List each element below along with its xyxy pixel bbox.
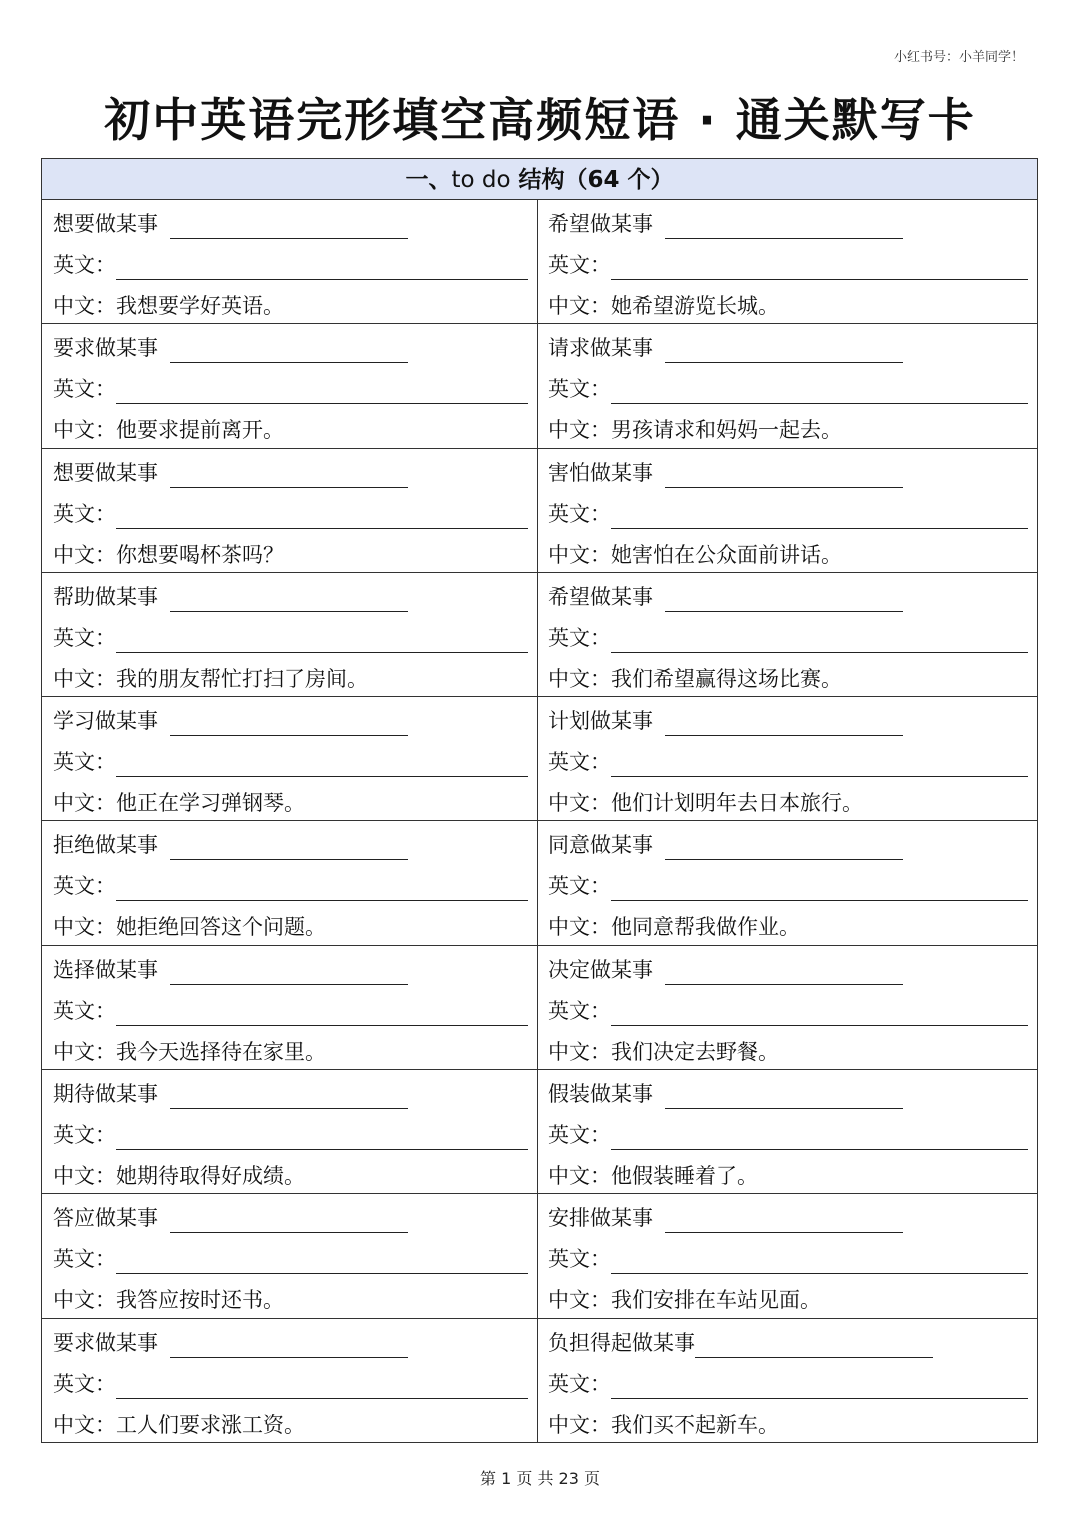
english-blank[interactable] (611, 381, 1028, 404)
phrase-card (537, 697, 1037, 820)
phrase-text: 帮助做某事 (53, 584, 158, 609)
chinese-label: 中文： (548, 294, 611, 318)
phrase-text: 选择做某事 (53, 957, 158, 982)
english-blank[interactable] (611, 506, 1028, 529)
phrase-text: 请求做某事 (548, 336, 653, 361)
chinese-line (53, 1274, 537, 1315)
table-row (42, 1319, 1037, 1443)
chinese-sentence: 她拒绝回答这个问题。 (116, 915, 326, 940)
english-label: 英文： (548, 998, 611, 1023)
chinese-line (53, 901, 537, 942)
phrase-text: 负担得起做某事 (548, 1330, 695, 1355)
phrase-blank[interactable] (170, 962, 408, 985)
english-label: 英文： (548, 501, 611, 526)
chinese-sentence: 我今天选择待在家里。 (116, 1039, 326, 1064)
english-label: 英文： (53, 377, 116, 402)
phrase-card (42, 946, 537, 1069)
chinese-line (53, 404, 537, 445)
phrase-blank[interactable] (170, 837, 408, 860)
phrase-card (537, 1319, 1037, 1443)
chinese-line (53, 280, 537, 321)
chinese-line (548, 777, 1037, 818)
phrase-blank[interactable] (170, 340, 408, 363)
chinese-line (548, 1274, 1037, 1315)
phrase-blank[interactable] (170, 589, 408, 612)
chinese-sentence: 他正在学习弹钢琴。 (116, 791, 305, 816)
phrase-line (548, 955, 1037, 985)
chinese-sentence: 他们计划明年去日本旅行。 (611, 791, 863, 816)
watermark: 小红书号：小羊同学！ (893, 50, 1024, 65)
english-blank[interactable] (116, 1251, 528, 1274)
phrase-line (53, 582, 537, 612)
phrase-text: 决定做某事 (548, 957, 653, 982)
english-blank[interactable] (116, 1003, 528, 1026)
phrase-blank[interactable] (665, 216, 903, 239)
chinese-label: 中文： (53, 418, 116, 443)
chinese-line (548, 1399, 1037, 1440)
english-label: 英文： (53, 1371, 116, 1396)
chinese-label: 中文： (548, 791, 611, 816)
english-label: 英文： (53, 625, 116, 650)
phrase-line (53, 333, 537, 363)
chinese-sentence: 我答应按时还书。 (116, 1288, 284, 1313)
english-label: 英文： (53, 750, 116, 775)
chinese-sentence: 她希望游览长城。 (611, 294, 779, 318)
phrase-line (53, 706, 537, 736)
chinese-line (53, 529, 537, 570)
english-line (548, 736, 1037, 777)
chinese-sentence: 她期待取得好成绩。 (116, 1164, 305, 1189)
english-label: 英文： (548, 253, 611, 277)
phrase-blank[interactable] (170, 465, 408, 488)
phrase-card (537, 1194, 1037, 1317)
phrase-card (42, 821, 537, 944)
table-row (42, 821, 1037, 945)
chinese-sentence: 工人们要求涨工资。 (116, 1412, 305, 1437)
chinese-line (548, 280, 1037, 321)
chinese-label: 中文： (548, 1288, 611, 1313)
chinese-label: 中文： (548, 542, 611, 567)
english-line (53, 860, 537, 901)
phrase-blank[interactable] (665, 340, 903, 363)
phrase-card (537, 449, 1037, 572)
english-line (548, 612, 1037, 653)
phrase-card (537, 821, 1037, 944)
rows-container (42, 200, 1037, 1443)
table-row (42, 1070, 1037, 1194)
chinese-line (548, 653, 1037, 694)
english-blank[interactable] (611, 754, 1028, 777)
phrase-blank[interactable] (695, 1335, 933, 1358)
english-label: 英文： (548, 750, 611, 775)
english-label: 英文： (53, 998, 116, 1023)
page-footer: 第 1 页 共 23 页 (480, 1469, 600, 1488)
phrase-card (537, 946, 1037, 1069)
table-row (42, 697, 1037, 821)
english-line (53, 1233, 537, 1274)
phrase-line (548, 1203, 1037, 1233)
chinese-sentence: 我想要学好英语。 (116, 294, 284, 318)
phrase-line (53, 830, 537, 860)
phrase-text: 要求做某事 (53, 336, 158, 361)
phrase-text: 希望做某事 (548, 212, 653, 236)
english-blank[interactable] (116, 878, 528, 901)
section-header (42, 159, 1037, 200)
chinese-label: 中文： (548, 1164, 611, 1189)
section-prefix: 一、 (405, 167, 452, 193)
english-line (548, 239, 1037, 280)
chinese-sentence: 他同意帮我做作业。 (611, 915, 800, 940)
phrase-blank[interactable] (665, 1086, 903, 1109)
phrase-blank[interactable] (665, 962, 903, 985)
chinese-line (548, 901, 1037, 942)
english-line (548, 488, 1037, 529)
english-blank[interactable] (116, 506, 528, 529)
phrase-text: 计划做某事 (548, 709, 653, 734)
english-blank[interactable] (611, 1127, 1028, 1150)
chinese-label: 中文： (53, 666, 116, 691)
chinese-label: 中文： (548, 915, 611, 940)
chinese-sentence: 我们希望赢得这场比赛。 (611, 666, 842, 691)
chinese-label: 中文： (53, 915, 116, 940)
phrase-line (548, 830, 1037, 860)
phrase-line (53, 1203, 537, 1233)
chinese-sentence: 他假装睡着了。 (611, 1164, 758, 1189)
chinese-sentence: 男孩请求和妈妈一起去。 (611, 418, 842, 443)
phrase-card (42, 1319, 537, 1443)
english-line (548, 1109, 1037, 1150)
phrase-line (53, 955, 537, 985)
chinese-sentence: 你想要喝杯茶吗？ (116, 542, 284, 567)
section-en: to do (451, 167, 511, 193)
english-label: 英文： (53, 1123, 116, 1148)
english-line (548, 985, 1037, 1026)
phrase-card (42, 573, 537, 696)
phrase-text: 希望做某事 (548, 584, 653, 609)
phrase-text: 想要做某事 (53, 460, 158, 485)
english-blank[interactable] (116, 381, 528, 404)
phrase-text: 想要做某事 (53, 212, 158, 236)
phrase-text: 同意做某事 (548, 833, 653, 858)
english-blank[interactable] (116, 754, 528, 777)
chinese-label: 中文： (53, 542, 116, 567)
phrase-card (537, 1070, 1037, 1193)
phrase-blank[interactable] (665, 465, 903, 488)
phrase-blank[interactable] (170, 1210, 408, 1233)
chinese-line (53, 1026, 537, 1067)
english-blank[interactable] (116, 1127, 528, 1150)
phrase-line (548, 706, 1037, 736)
chinese-label: 中文： (53, 1164, 116, 1189)
english-label: 英文： (548, 1247, 611, 1272)
english-blank[interactable] (611, 1003, 1028, 1026)
chinese-label: 中文： (53, 791, 116, 816)
chinese-label: 中文： (53, 294, 116, 318)
chinese-line (548, 529, 1037, 570)
phrase-line (548, 1079, 1037, 1109)
phrase-line (53, 209, 537, 239)
english-line (53, 612, 537, 653)
phrase-card (42, 200, 537, 323)
english-label: 英文： (53, 253, 116, 277)
phrase-text: 拒绝做某事 (53, 833, 158, 858)
phrase-text: 答应做某事 (53, 1206, 158, 1231)
phrase-card (537, 324, 1037, 447)
english-line (548, 860, 1037, 901)
english-line (548, 363, 1037, 404)
table-row (42, 573, 1037, 697)
chinese-sentence: 我们安排在车站见面。 (611, 1288, 821, 1313)
english-line (548, 1358, 1037, 1399)
phrase-card (42, 324, 537, 447)
english-blank[interactable] (611, 257, 1028, 280)
english-blank[interactable] (611, 878, 1028, 901)
page-title: 初中英语完形填空高频短语 · 通关默写卡 (104, 93, 976, 147)
table-row (42, 946, 1037, 1070)
table-row (42, 449, 1037, 573)
english-line (53, 736, 537, 777)
phrase-blank[interactable] (665, 713, 903, 736)
phrase-card (537, 573, 1037, 696)
table-row (42, 200, 1037, 324)
phrase-line (548, 333, 1037, 363)
chinese-sentence: 她害怕在公众面前讲话。 (611, 542, 842, 567)
chinese-line (53, 653, 537, 694)
phrase-line (53, 458, 537, 488)
exercise-table (41, 158, 1038, 1443)
chinese-label: 中文： (548, 1039, 611, 1064)
phrase-card (42, 1194, 537, 1317)
chinese-line (53, 777, 537, 818)
english-blank[interactable] (116, 257, 528, 280)
phrase-blank[interactable] (665, 1210, 903, 1233)
english-label: 英文： (53, 501, 116, 526)
english-label: 英文： (53, 1247, 116, 1272)
english-label: 英文： (548, 1123, 611, 1148)
english-blank[interactable] (611, 630, 1028, 653)
phrase-blank[interactable] (665, 589, 903, 612)
english-line (548, 1233, 1037, 1274)
phrase-blank[interactable] (170, 216, 408, 239)
chinese-label: 中文： (53, 1039, 116, 1064)
phrase-line (53, 1328, 537, 1358)
phrase-card (42, 449, 537, 572)
phrase-text: 假装做某事 (548, 1082, 653, 1107)
english-line (53, 488, 537, 529)
chinese-sentence: 我们决定去野餐。 (611, 1039, 779, 1064)
phrase-card (42, 1070, 537, 1193)
phrase-line (548, 458, 1037, 488)
english-blank[interactable] (116, 1376, 528, 1399)
phrase-card (42, 697, 537, 820)
chinese-sentence: 我的朋友帮忙打扫了房间。 (116, 666, 368, 691)
phrase-blank[interactable] (170, 1086, 408, 1109)
chinese-line (53, 1399, 537, 1440)
english-label: 英文： (548, 1371, 611, 1396)
chinese-line (53, 1150, 537, 1191)
english-line (53, 1358, 537, 1399)
phrase-line (53, 1079, 537, 1109)
english-line (53, 1109, 537, 1150)
english-blank[interactable] (116, 630, 528, 653)
english-line (53, 985, 537, 1026)
chinese-label: 中文： (548, 666, 611, 691)
phrase-card (537, 200, 1037, 323)
phrase-text: 要求做某事 (53, 1330, 158, 1355)
phrase-text: 害怕做某事 (548, 460, 653, 485)
english-label: 英文： (548, 377, 611, 402)
phrase-line (548, 582, 1037, 612)
phrase-blank[interactable] (170, 713, 408, 736)
english-label: 英文： (548, 625, 611, 650)
phrase-text: 安排做某事 (548, 1206, 653, 1231)
chinese-line (548, 404, 1037, 445)
english-label: 英文： (53, 874, 116, 899)
phrase-blank[interactable] (665, 837, 903, 860)
chinese-label: 中文： (548, 1412, 611, 1437)
chinese-label: 中文： (548, 418, 611, 443)
chinese-line (548, 1150, 1037, 1191)
phrase-text: 期待做某事 (53, 1082, 158, 1107)
phrase-blank[interactable] (170, 1335, 408, 1358)
chinese-label: 中文： (53, 1288, 116, 1313)
chinese-line (548, 1026, 1037, 1067)
english-blank[interactable] (611, 1251, 1028, 1274)
chinese-sentence: 我们买不起新车。 (611, 1412, 779, 1437)
phrase-line (548, 1328, 1037, 1358)
table-row (42, 1194, 1037, 1318)
section-suffix: 结构（64 个） (510, 167, 674, 193)
chinese-label: 中文： (53, 1412, 116, 1437)
english-line (53, 239, 537, 280)
english-label: 英文： (548, 874, 611, 899)
phrase-text: 学习做某事 (53, 709, 158, 734)
english-blank[interactable] (611, 1376, 1028, 1399)
chinese-sentence: 他要求提前离开。 (116, 418, 284, 443)
english-line (53, 363, 537, 404)
phrase-line (548, 209, 1037, 239)
table-row (42, 324, 1037, 448)
